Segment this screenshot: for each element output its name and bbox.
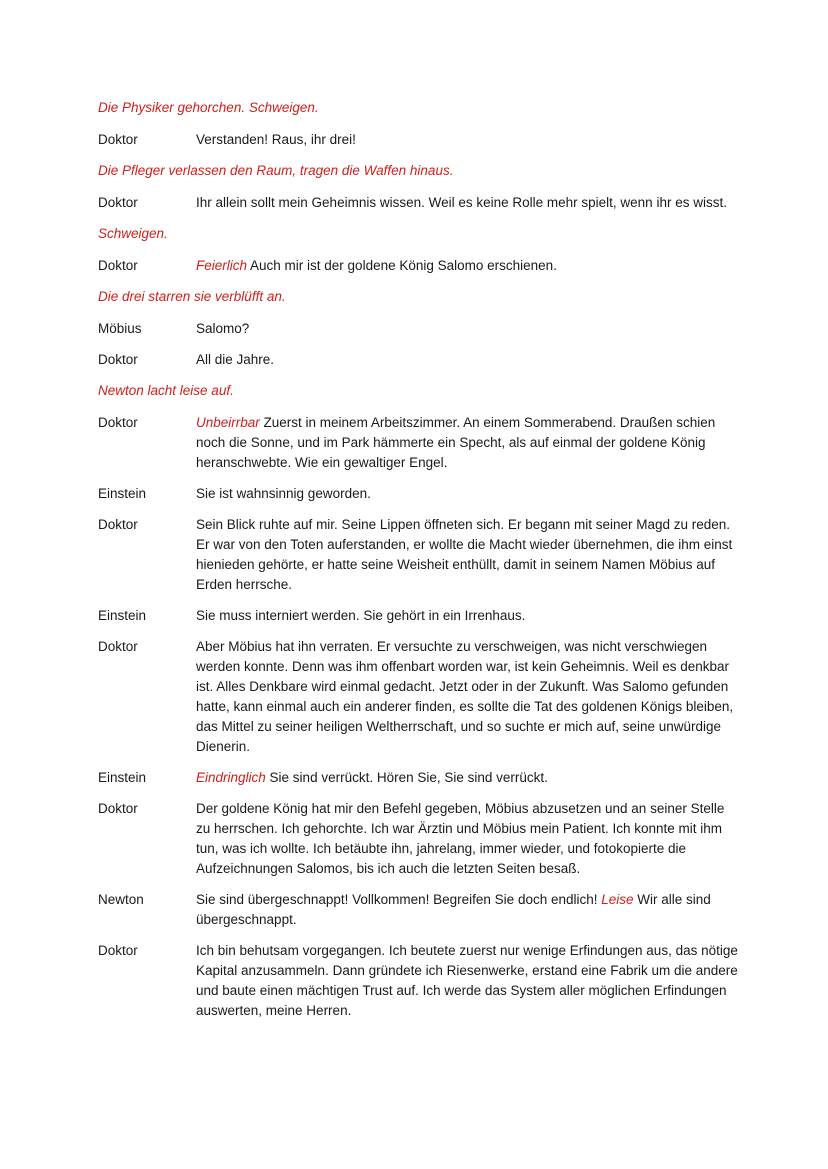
inline-direction: Eindringlich: [196, 770, 266, 785]
stage-direction: Schweigen.: [98, 226, 168, 241]
speaker-name: Einstein: [98, 770, 147, 785]
dialogue-text: Ihr allein sollt mein Geheimnis wissen. Weil es keine Rolle mehr spielt, wenn ihr es wisst.: [196, 195, 727, 210]
speaker-name: Doktor: [98, 258, 138, 273]
dialogue-text: Sein Blick ruhte auf mir. Seine Lippen öffneten sich. Er begann mit seiner Magd zu reden. Er war von den Toten auferstanden, er wollte die Macht wieder übernehmen, die ihm einst hienieden gehörte, er hatte seine Weisheit enthüllt, damit in seinem Namen Möbius auf Erden herrsche.: [196, 517, 733, 592]
dialogue-line: [98, 799, 738, 879]
stage-direction: Newton lacht leise auf.: [98, 383, 234, 398]
dialogue-text-body: Auch mir ist der goldene König Salomo erschienen.: [247, 258, 557, 273]
dialogue-line: [98, 606, 738, 626]
stage-direction: Die drei starren sie verblüfft an.: [98, 289, 286, 304]
dialogue-text: All die Jahre.: [196, 352, 275, 367]
dialogue-line: [98, 515, 738, 595]
speaker-name: Doktor: [98, 195, 138, 210]
dialogue-text: Ich bin behutsam vorgegangen. Ich beutete zuerst nur wenige Erfindungen aus, das nötige Kapital anzusammeln. Dann gründete ich Riesenwerke, erstand eine Fabrik um die andere und baute einen mächtigen Trust auf. Ich werde das System aller möglichen Erfindungen auswerten, meine Herren.: [196, 943, 738, 1018]
dialogue-line: [98, 637, 738, 757]
dialogue-text: Der goldene König hat mir den Befehl gegeben, Möbius abzusetzen und an seiner Stelle zu herrschen. Ich gehorchte. Ich war Ärztin und Möbius mein Patient. Ich konnte mit ihm tun, was ich wollte. Ich betäubte ihn, jahrelang, immer wieder, und fotokopierte die Aufzeichnungen Salomos, bis ich auch die letzten Seiten besaß.: [196, 801, 725, 876]
dialogue-text: [196, 413, 738, 473]
dialogue-line: [98, 768, 738, 788]
stage-direction: Die Pfleger verlassen den Raum, tragen die Waffen hinaus.: [98, 163, 454, 178]
speaker-name: Newton: [98, 892, 144, 907]
speaker-name: Doktor: [98, 132, 138, 147]
dialogue-line: [98, 256, 738, 276]
dialogue-text: Aber Möbius hat ihn verraten. Er versuchte zu verschweigen, was nicht verschwiegen werden konnte. Denn was ihm offenbart worden war, ist kein Geheimnis. Weil es denkbar ist. Alles Denkbare wird einmal gedacht. Jetzt oder in der Zukunft. Was Salomo gefunden hatte, kann einmal auch ein anderer finden, es sollte die Tat des goldenen Königs bleiben, das Mittel zu seiner heiligen Weltherrschaft, und so suchte er mich auf, seine unwürdige Dienerin.: [196, 639, 734, 754]
speaker-name: Doktor: [98, 352, 138, 367]
dialogue-text-body: Sie sind verrückt. Hören Sie, Sie sind verrückt.: [265, 770, 548, 785]
dialogue-text-body: Zuerst in meinem Arbeitszimmer. An einem Sommerabend. Draußen schien noch die Sonne, und im Park hämmerte ein Specht, als auf einmal der goldene König heranschwebte. Wie ein gewaltiger Engel.: [196, 415, 716, 470]
dialogue-line: [98, 350, 738, 370]
dialogue-text: Salomo?: [196, 321, 250, 336]
speaker-name: Doktor: [98, 801, 138, 816]
speaker-name: Doktor: [98, 517, 138, 532]
dialogue-text: [196, 768, 738, 788]
inline-direction: Feierlich: [196, 258, 248, 273]
speaker-name: Doktor: [98, 415, 138, 430]
inline-direction: Leise: [601, 892, 634, 907]
dialogue-line: [98, 413, 738, 473]
inline-direction: Unbeirrbar: [196, 415, 260, 430]
speaker-name: Doktor: [98, 639, 138, 654]
dialogue-text-body: Wir alle sind übergeschnappt.: [196, 892, 711, 927]
script-page: [98, 98, 738, 1032]
speaker-name: Einstein: [98, 486, 147, 501]
dialogue-text: Verstanden! Raus, ihr drei!: [196, 132, 356, 147]
dialogue-text-body: Sie sind übergeschnappt! Vollkommen! Begreifen Sie doch endlich!: [196, 892, 602, 907]
dialogue-text: [196, 256, 738, 276]
dialogue-line: [98, 890, 738, 930]
speaker-name: Möbius: [98, 321, 142, 336]
dialogue-line: [98, 941, 738, 1021]
dialogue-text: [196, 890, 738, 930]
dialogue-line: [98, 484, 738, 504]
speaker-name: Doktor: [98, 943, 138, 958]
dialogue-line: [98, 319, 738, 339]
dialogue-line: [98, 130, 738, 150]
speaker-name: Einstein: [98, 608, 147, 623]
stage-direction: Die Physiker gehorchen. Schweigen.: [98, 100, 319, 115]
dialogue-line: [98, 193, 738, 213]
dialogue-text: Sie muss interniert werden. Sie gehört in ein Irrenhaus.: [196, 608, 526, 623]
dialogue-text: Sie ist wahnsinnig geworden.: [196, 486, 371, 501]
